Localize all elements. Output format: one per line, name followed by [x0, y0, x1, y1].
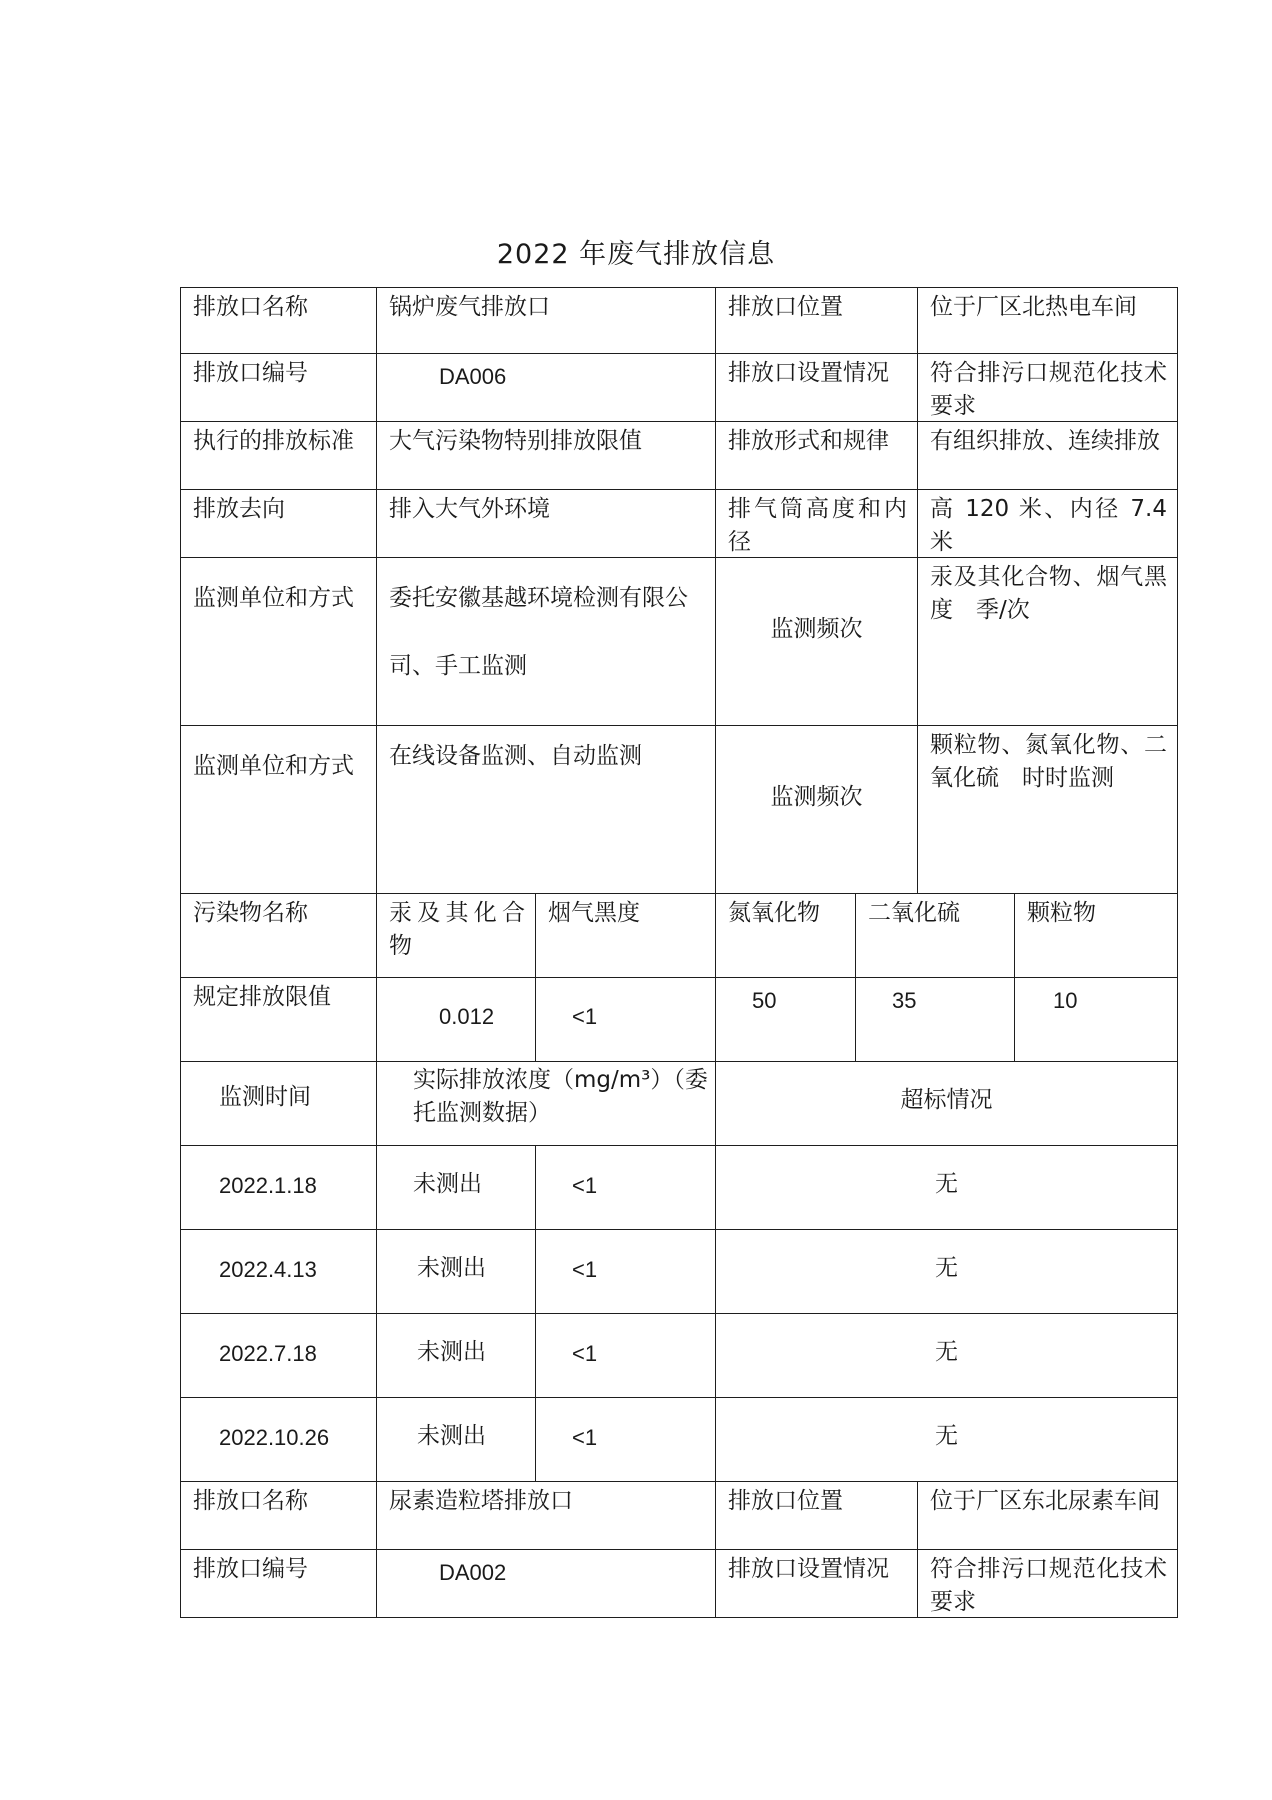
standard-value: 大气污染物特别排放限值 [376, 421, 716, 490]
monitor-date-1: 2022.1.18 [180, 1145, 377, 1230]
monitor-exceed-1: 无 [715, 1145, 1178, 1230]
monitor-unit-label-2: 监测单位和方式 [180, 725, 377, 894]
monitor-exceed-2: 无 [715, 1229, 1178, 1314]
monitor-unit-value-1: 委托安徽基越环境检测有限公司、手工监测 [376, 557, 716, 726]
outlet2-setup-label: 排放口设置情况 [715, 1549, 918, 1618]
direction-label: 排放去向 [180, 489, 377, 558]
pollutant-smoke: 烟气黑度 [535, 893, 716, 978]
pollutant-name-label: 污染物名称 [180, 893, 377, 978]
stack-value: 高 120 米、内径 7.4 米 [917, 489, 1178, 558]
monitor-smoke-3: <1 [535, 1313, 716, 1398]
actual-conc-label: 实际排放浓度（mg/m³）（委托监测数据） [376, 1061, 716, 1146]
monitor-freq-value-2: 颗粒物、氮氧化物、二氧化硫 时时监测 [917, 725, 1178, 894]
outlet2-name-value: 尿素造粒塔排放口 [376, 1481, 716, 1550]
outlet-name-value: 锅炉废气排放口 [376, 287, 716, 354]
pollutant-nox: 氮氧化物 [715, 893, 856, 978]
outlet2-code-label: 排放口编号 [180, 1549, 377, 1618]
outlet-position-label: 排放口位置 [715, 287, 918, 354]
monitor-exceed-3: 无 [715, 1313, 1178, 1398]
limit-pm: 10 [1014, 977, 1178, 1062]
monitor-mercury-3: 未测出 [376, 1313, 536, 1398]
stack-label: 排气筒高度和内径 [715, 489, 918, 558]
monitor-freq-value-1: 汞及其化合物、烟气黑度 季/次 [917, 557, 1178, 726]
monitor-date-4: 2022.10.26 [180, 1397, 377, 1482]
monitor-mercury-1: 未测出 [376, 1145, 536, 1230]
limit-nox: 50 [715, 977, 856, 1062]
outlet-setup-value: 符合排污口规范化技术要求 [917, 353, 1178, 422]
form-label: 排放形式和规律 [715, 421, 918, 490]
limit-so2: 35 [855, 977, 1015, 1062]
pollutant-mercury: 汞及其化合物 [376, 893, 536, 978]
monitor-mercury-2: 未测出 [376, 1229, 536, 1314]
standard-label: 执行的排放标准 [180, 421, 377, 490]
outlet2-position-label: 排放口位置 [715, 1481, 918, 1550]
monitor-smoke-1: <1 [535, 1145, 716, 1230]
direction-value: 排入大气外环境 [376, 489, 716, 558]
monitor-smoke-4: <1 [535, 1397, 716, 1482]
monitor-freq-label-1: 监测频次 [715, 557, 918, 726]
monitor-smoke-2: <1 [535, 1229, 716, 1314]
monitor-unit-value-2: 在线设备监测、自动监测 [376, 725, 716, 894]
outlet2-name-label: 排放口名称 [180, 1481, 377, 1550]
limit-mercury: 0.012 [376, 977, 536, 1062]
outlet-position-value: 位于厂区北热电车间 [917, 287, 1178, 354]
outlet-code-value: DA006 [376, 353, 716, 422]
outlet-setup-label: 排放口设置情况 [715, 353, 918, 422]
page-title: 2022 年废气排放信息 [496, 239, 776, 270]
limit-smoke: <1 [535, 977, 716, 1062]
limit-label: 规定排放限值 [180, 977, 377, 1062]
monitor-exceed-4: 无 [715, 1397, 1178, 1482]
outlet2-setup-value: 符合排污口规范化技术要求 [917, 1549, 1178, 1618]
form-value: 有组织排放、连续排放 [917, 421, 1178, 490]
pollutant-pm: 颗粒物 [1014, 893, 1178, 978]
outlet2-position-value: 位于厂区东北尿素车间 [917, 1481, 1178, 1550]
outlet-name-label: 排放口名称 [180, 287, 377, 354]
monitor-freq-label-2: 监测频次 [715, 725, 918, 894]
monitor-time-label: 监测时间 [180, 1061, 377, 1146]
monitor-date-3: 2022.7.18 [180, 1313, 377, 1398]
monitor-mercury-4: 未测出 [376, 1397, 536, 1482]
monitor-unit-label-1: 监测单位和方式 [180, 557, 377, 726]
exceed-label: 超标情况 [715, 1061, 1178, 1146]
monitor-date-2: 2022.4.13 [180, 1229, 377, 1314]
outlet2-code-value: DA002 [376, 1549, 716, 1618]
pollutant-so2: 二氧化硫 [855, 893, 1015, 978]
outlet-code-label: 排放口编号 [180, 353, 377, 422]
